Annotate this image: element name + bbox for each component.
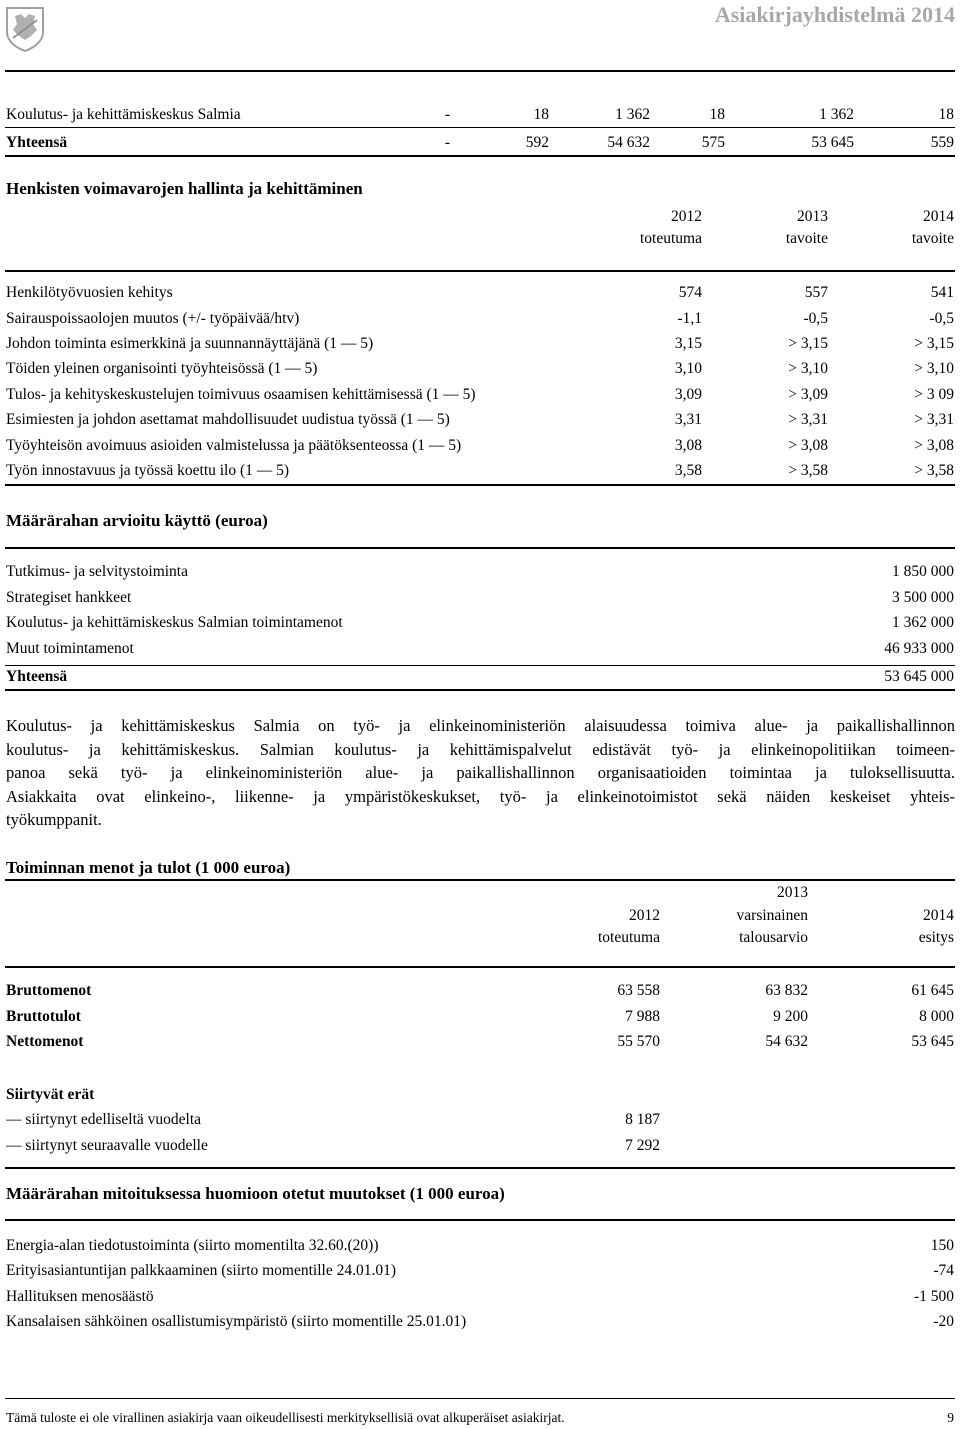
cell-value: 8 000: [919, 1008, 954, 1025]
row-label: Yhteensä: [6, 668, 68, 685]
description-paragraph: [6, 714, 955, 832]
row-label: Nettomenot: [6, 1033, 84, 1050]
cell-value: -0,5: [929, 310, 954, 327]
coat-of-arms-icon: [5, 6, 45, 52]
row-label: Bruttomenot: [6, 982, 92, 999]
cell-value: 55 570: [617, 1033, 660, 1050]
cell-value: -74: [933, 1262, 954, 1279]
table-row: [0, 284, 960, 304]
section-end-rule: [5, 1167, 955, 1169]
cell-value: 54 632: [607, 134, 650, 151]
table-row: [0, 1111, 960, 1131]
table-row: [0, 1288, 960, 1308]
header-rule: [5, 70, 955, 72]
cell-value: 18: [533, 106, 549, 123]
section-title: Määrärahan arvioitu käyttö (euroa): [6, 511, 268, 530]
table-row: [0, 982, 960, 1002]
column-header: 2014: [923, 907, 954, 924]
row-label: — siirtynyt seuraavalle vuodelle: [6, 1137, 208, 1154]
footer-note: Tämä tuloste ei ole virallinen asiakirja vaan oikeudellisesti merkityksellisiä ovat alkuperäiset asiakirjat.: [6, 1410, 565, 1425]
cell-value: 63 832: [765, 982, 808, 999]
table-row: [0, 589, 960, 609]
row-label: Muut toimintamenot: [6, 640, 134, 657]
cell-value: 53 645: [811, 134, 854, 151]
cell-value: 3 500 000: [892, 589, 954, 606]
table-row: [0, 1008, 960, 1028]
row-label: Yhteensä: [6, 134, 68, 151]
cell-value: 8 187: [625, 1111, 660, 1128]
title-rule: [5, 879, 955, 881]
row-label: Erityisasiantuntijan palkkaaminen (siirto momentille 24.01.01): [6, 1262, 397, 1279]
cell-value: 46 933 000: [884, 640, 954, 657]
paragraph-line: panoa sekä työ- ja elinkeinoministeriön alue- ja paikallishallinnon organisaatioiden toimintaa ja tuloksellisuutta.: [6, 763, 955, 782]
cell-value: -1 500: [913, 1288, 954, 1305]
cell-value: 7 292: [625, 1137, 660, 1154]
column-header-row: [0, 907, 960, 927]
paragraph-line: Koulutus- ja kehittämiskeskus Salmia on työ- ja elinkeinoministeriön alaisuudessa toimiva alue- ja paikallishallinnon: [6, 716, 955, 735]
table-row: [0, 614, 960, 634]
cell-value: > 3,09: [788, 386, 828, 403]
row-label: Henkilötyövuosien kehitys: [6, 284, 173, 301]
footer-rule: [5, 1398, 955, 1399]
row-divider: [5, 127, 955, 128]
cell-value: 9 200: [773, 1008, 808, 1025]
table-row: [0, 1033, 960, 1053]
column-header: varsinainen: [736, 907, 808, 924]
cell-value: 3,08: [674, 437, 702, 454]
row-label: Koulutus- ja kehittämiskeskus Salmia: [6, 106, 241, 123]
cell-value: 1 362: [819, 106, 854, 123]
cell-value: -: [444, 106, 450, 123]
cell-value: -1,1: [677, 310, 702, 327]
cell-value: 3,58: [674, 462, 702, 479]
table-row: [0, 462, 960, 482]
column-header-row: [0, 208, 960, 228]
table-row: [0, 360, 960, 380]
column-header-row: [0, 230, 960, 250]
row-label: Koulutus- ja kehittämiskeskus Salmian toimintamenot: [6, 614, 343, 631]
row-label: Tutkimus- ja selvitystoiminta: [6, 563, 188, 580]
column-header: 2013: [777, 884, 808, 901]
cell-value: 559: [930, 134, 954, 151]
row-label: Tulos- ja kehityskeskustelujen toimivuus osaamisen kehittämisessä (1 — 5): [6, 386, 476, 403]
row-label: Esimiesten ja johdon asettamat mahdollisuudet uudistua työssä (1 — 5): [6, 411, 450, 428]
transfers-title: Siirtyvät erät: [6, 1086, 95, 1103]
row-label: Energia-alan tiedotustoiminta (siirto momentilta 32.60.(20)): [6, 1237, 379, 1254]
section-end-rule: [5, 484, 955, 486]
cell-value: > 3,10: [788, 360, 828, 377]
cell-value: > 3,15: [914, 335, 954, 352]
cell-value: > 3,08: [914, 437, 954, 454]
row-divider: [5, 155, 955, 157]
cell-value: > 3,10: [914, 360, 954, 377]
table-row: [0, 437, 960, 457]
column-header: talousarvio: [739, 929, 808, 946]
cell-value: 3,10: [674, 360, 702, 377]
table-row: [0, 411, 960, 431]
cell-value: > 3,08: [788, 437, 828, 454]
column-header: 2012: [629, 907, 660, 924]
column-header: toteutuma: [598, 929, 660, 946]
cell-value: 541: [930, 284, 954, 301]
column-header: 2014: [923, 208, 954, 225]
row-label: — siirtynyt edelliseltä vuodelta: [6, 1111, 201, 1128]
cell-value: -20: [933, 1313, 954, 1330]
row-label: Sairauspoissaolojen muutos (+/- työpäivää/htv): [6, 310, 300, 327]
section-title: Toiminnan menot ja tulot (1 000 euroa): [6, 858, 291, 877]
row-label: Johdon toiminta esimerkkinä ja suunnannäyttäjänä (1 — 5): [6, 335, 374, 352]
section-end-rule: [5, 689, 955, 691]
row-label: Töiden yleinen organisointi työyhteisössä (1 — 5): [6, 360, 318, 377]
table-row: [0, 386, 960, 406]
cell-value: > 3,58: [914, 462, 954, 479]
cell-value: 3,15: [674, 335, 702, 352]
total-row: [0, 668, 960, 688]
cell-value: 18: [938, 106, 954, 123]
column-header: toteutuma: [640, 230, 702, 247]
cell-value: 574: [678, 284, 702, 301]
cell-value: 150: [930, 1237, 954, 1254]
section-title: Henkisten voimavarojen hallinta ja kehittäminen: [6, 179, 363, 198]
cell-value: 63 558: [617, 982, 660, 999]
cell-value: 3,31: [674, 411, 702, 428]
paragraph-line: koulutus- ja kehittämiskeskus. Salmian koulutus- ja kehittämispalvelut edistävät työ- ja elinkeinopolitiikan toimeen-: [6, 739, 955, 759]
cell-value: -0,5: [803, 310, 828, 327]
cell-value: 592: [525, 134, 549, 151]
header-divider: [5, 547, 955, 549]
table-row: [0, 1237, 960, 1257]
row-label: Strategiset hankkeet: [6, 589, 132, 606]
column-header-row: [0, 929, 960, 949]
row-label: Työyhteisön avoimuus asioiden valmistelussa ja päätöksenteossa (1 — 5): [6, 437, 462, 454]
cell-value: 53 645: [911, 1033, 954, 1050]
column-header: 2013: [797, 208, 828, 225]
column-header: 2012: [671, 208, 702, 225]
column-header-row: [0, 884, 960, 904]
cell-value: > 3 09: [914, 386, 954, 403]
column-header: tavoite: [785, 230, 828, 247]
table-row: [0, 106, 960, 126]
table-row: [0, 1137, 960, 1157]
table-row: [0, 1313, 960, 1333]
cell-value: 61 645: [911, 982, 954, 999]
table-row: [0, 335, 960, 355]
row-label: Bruttotulot: [6, 1008, 81, 1025]
cell-value: 1 850 000: [892, 563, 954, 580]
table-row: [0, 640, 960, 660]
cell-value: 3,09: [674, 386, 702, 403]
cell-value: > 3,58: [788, 462, 828, 479]
header-divider: [5, 1219, 955, 1221]
cell-value: 1 362 000: [892, 614, 954, 631]
document-header-title: Asiakirjayhdistelmä 2014: [714, 2, 955, 27]
row-divider: [5, 665, 955, 666]
row-label: Kansalaisen sähköinen osallistumisympäristö (siirto momentille 25.01.01): [6, 1313, 467, 1330]
paragraph-line: työkumppanit.: [6, 810, 102, 829]
header-divider: [5, 270, 955, 272]
cell-value: 7 988: [625, 1008, 660, 1025]
cell-value: 54 632: [765, 1033, 808, 1050]
cell-value: 575: [701, 134, 725, 151]
cell-value: > 3,15: [788, 335, 828, 352]
cell-value: 557: [804, 284, 828, 301]
section-title: Määrärahan mitoituksessa huomioon otetut muutokset (1 000 euroa): [6, 1184, 505, 1203]
cell-value: 18: [709, 106, 725, 123]
page-number: 9: [947, 1410, 954, 1425]
table-row: [0, 563, 960, 583]
table-row: [0, 310, 960, 330]
cell-value: 53 645 000: [884, 668, 954, 685]
total-row: [0, 134, 960, 154]
header-divider: [5, 966, 955, 968]
cell-value: 1 362: [615, 106, 650, 123]
column-header: esitys: [918, 929, 954, 946]
table-row: [0, 1262, 960, 1282]
row-label: Hallituksen menosäästö: [6, 1288, 154, 1305]
row-label: Työn innostavuus ja työssä koettu ilo (1 — 5): [6, 462, 290, 479]
cell-value: > 3,31: [788, 411, 828, 428]
paragraph-line: Asiakkaita ovat elinkeino-, liikenne- ja ympäristökeskukset, työ- ja elinkeinotoimistot sekä näiden keskeiset yhteis-: [6, 786, 955, 806]
column-header: tavoite: [911, 230, 954, 247]
cell-value: > 3,31: [914, 411, 954, 428]
cell-value: -: [444, 134, 450, 151]
